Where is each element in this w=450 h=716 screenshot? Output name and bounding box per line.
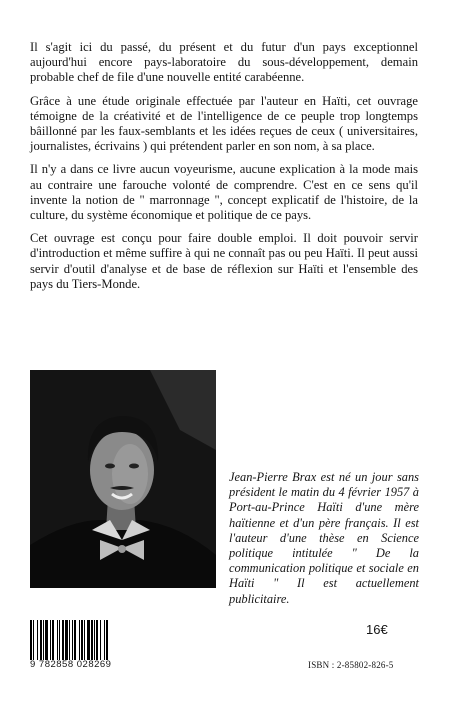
blurb-paragraph-4: Cet ouvrage est conçu pour faire double emploi. Il doit pouvoir servir d'introduction et même suffire à qui ne connaît pas ou peu Haïti. Il peut aussi servir d'outil d'analyse et de base de réflexion sur Haïti et l'ensemble des pays du Tiers-Monde. [30,231,418,291]
author-portrait-graphic [30,370,216,588]
blurb-paragraph-3: Il n'y a dans ce livre aucun voyeurisme, aucune explication à la mode mais au contraire une farouche volonté de comprendre. C'est en ce sens qu'il invente la notion de " marronnage ", concept explicatif de l'histoire, de la culture, du système économique et politique de ce pays. [30,162,418,223]
barcode [30,620,134,660]
author-biography: Jean-Pierre Brax est né un jour sans président le matin du 4 février 1957 à Port-au-Prince Haïti d'une mère haïtienne et d'un père français. Il est l'auteur d'une thèse en Science politique intitulée " De la communication politique et sociale en Haïti " Il est actuellement publicitaire. [229,470,419,606]
author-photo [30,370,216,588]
barcode-number: 9 782858 028269 [30,659,112,670]
back-cover-blurb [30,40,418,300]
price-label: 16€ [366,622,388,637]
isbn-label: ISBN : 2-85802-826-5 [308,660,394,670]
blurb-paragraph-2: Grâce à une étude originale effectuée par l'auteur en Haïti, cet ouvrage témoigne de la créativité et de l'intelligence de ce peuple trop longtemps bâillonné par les faux-semblants et les idées reçues de ceux ( universitaires, journalistes, écrivains ) qui prétendent parler en son nom, à sa place. [30,93,418,154]
blurb-paragraph-1: Il s'agit ici du passé, du présent et du futur d'un pays exceptionnel aujourd'hui encore pays-laboratoire du sous-développement, demain probable chef de file d'une nouvelle entité carabéenne. [30,40,418,85]
